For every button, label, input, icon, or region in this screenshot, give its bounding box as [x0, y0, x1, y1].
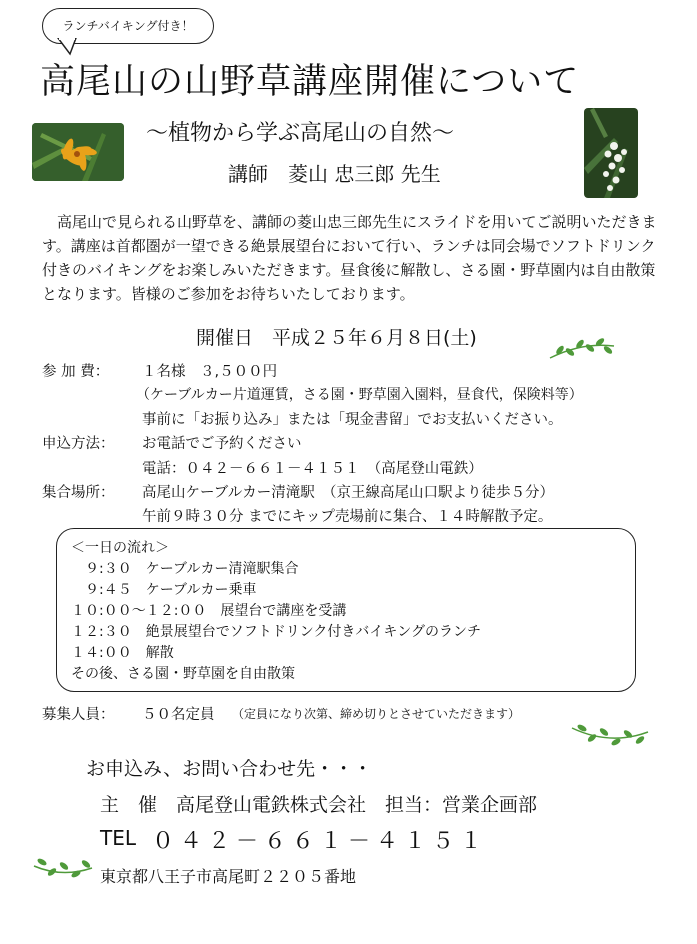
leaf-vine-icon	[32, 854, 94, 880]
white-flower-photo	[584, 108, 638, 198]
leaf-vine-icon	[548, 336, 616, 362]
tel-label: TEL	[100, 826, 136, 850]
fee-label: 参 加 費：	[42, 364, 110, 380]
apply-phone: 電話：０４２－６６１－４１５１ （高尾登山電鉄）	[142, 461, 483, 477]
organizer: 主 催 高尾登山電鉄株式会社 担当：営業企画部	[100, 794, 538, 816]
recruit-note: （定員になり次第、締め切りとさせていただきます）	[232, 707, 521, 721]
schedule-item: その後、さる園・野草園を自由散策	[71, 666, 295, 682]
lunch-badge-text: ランチバイキング付き！	[62, 19, 194, 33]
intro-text: 高尾山で見られる山野草を、講師の菱山忠三郎先生にスライドを用いてご説明いただきます。講座は首都圏が一望できる絶景展望台において行い、ランチは同会場でソフトドリンク付きのバイキングをお楽しみいただきます。昼食後に解散し、さる園・野草園内は自由散策となります。皆様のご参加をお待ちいたしております。	[42, 213, 657, 303]
page-title: 高尾山の山野草講座開催について	[40, 62, 580, 102]
meeting-value: 高尾山ケーブルカー清滝駅 （京王線高尾山口駅より徒歩５分）	[142, 485, 554, 501]
recruit-label: 募集人員：	[42, 707, 115, 723]
subtitle: ～植物から学ぶ高尾山の自然～	[146, 121, 455, 146]
address: 東京都八王子市高尾町２２０５番地	[100, 867, 357, 886]
event-date: 開催日 平成２５年６月８日(土)	[196, 327, 477, 349]
meeting-detail: 午前９時３０分 までにキップ売場前に集合、１４時解散予定。	[142, 509, 553, 525]
schedule-item: ９:４５ ケーブルカー乗車	[71, 582, 257, 598]
schedule-item: １２:３０ 絶景展望台でソフトドリンク付きバイキングのランチ	[71, 624, 482, 640]
schedule-box	[56, 528, 636, 692]
apply-label: 申込方法：	[42, 436, 115, 452]
meeting-label: 集合場所：	[42, 485, 115, 501]
fee-note: （ケーブルカー片道運賃，さる園・野草園入園料，昼食代，保険料等）	[136, 387, 583, 403]
schedule-item: １０:００～１２:００ 展望台で講座を受講	[71, 603, 347, 619]
schedule-heading: ＜一日の流れ＞	[71, 540, 169, 556]
schedule-item: １４:００ 解散	[71, 645, 174, 661]
contact-heading: お申込み、お問い合わせ先・・・	[86, 758, 373, 780]
schedule-item: ９:３０ ケーブルカー清滝駅集合	[71, 561, 299, 577]
recruit-value: ５０名定員	[142, 707, 215, 723]
leaf-vine-icon	[570, 720, 650, 750]
fee-value: １名様 ３,５００円	[142, 364, 278, 380]
apply-value: お電話でご予約ください	[142, 436, 302, 452]
fee-payment: 事前に「お振り込み」または「現金書留」でお支払いください。	[142, 412, 563, 428]
lecturer-name: 講師 菱山 忠三郎 先生	[228, 162, 441, 186]
lily-photo	[32, 123, 124, 181]
intro-paragraph	[42, 210, 658, 306]
tel-number[interactable]: ０４２－６６１－４１５１	[152, 829, 489, 854]
